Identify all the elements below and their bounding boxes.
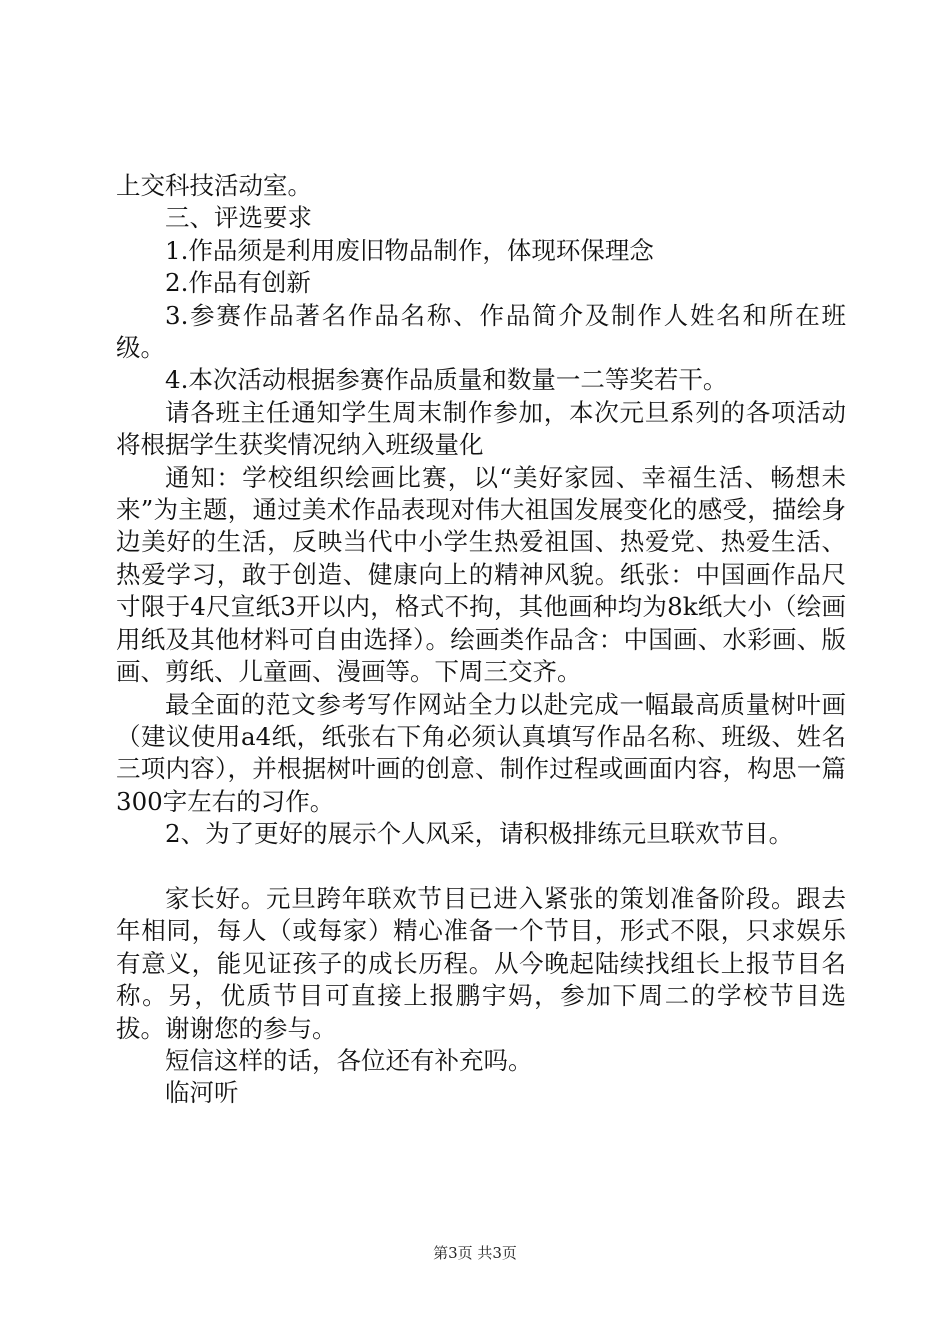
requirement-item-2: 2.作品有创新 [165, 268, 311, 298]
requirement-item-4: 4.本次活动根据参赛作品质量和数量一二等奖若干。 [165, 365, 728, 395]
paragraph-performance: 2、为了更好的展示个人风采，请积极排练元旦联欢节目。 [165, 819, 794, 849]
paragraph-signature: 临河听 [165, 1078, 239, 1108]
paragraph-painting-notice: 通知：学校组织绘画比赛，以“美好家园、幸福生活、畅想未来”为主题，通过美术作品表现对伟大祖国发展变化的感受，描绘身边美好的生活，反映当代中小学生热爱祖国、热爱党、热爱生活、热爱学习，敢于创造、健康向上的精神风貌。纸张：中国画作品尺寸限于4尺宣纸3开以内，格式不拘，其他画种均为8k纸大小（绘画用纸及其他材料可自由选择）。绘画类作品含：中国画、水彩画、版画、剪纸、儿童画、漫画等。下周三交齐。 [116, 462, 846, 687]
document-body [116, 170, 846, 1110]
page-number: 第3页 共3页 [433, 1244, 517, 1262]
requirement-item-1: 1.作品须是利用废旧物品制作，体现环保理念 [165, 235, 654, 265]
section-heading-evaluation: 三、评选要求 [165, 203, 312, 233]
paragraph-parents-message: 家长好。元旦跨年联欢节目已进入紧张的策划准备阶段。跟去年相同，每人（或每家）精心准备一个节目，形式不限，只求娱乐有意义，能见证孩子的成长历程。从今晚起陆续找组长上报节目名称。另，优质节目可直接上报鹏宇妈，参加下周二的学校节目选拔。谢谢您的参与。 [116, 883, 846, 1043]
paragraph-continuation: 上交科技活动室。 [116, 171, 312, 200]
requirement-item-3: 3.参赛作品著名作品名称、作品简介及制作人姓名和所在班级。 [116, 300, 846, 363]
paragraph-teacher-notice: 请各班主任通知学生周末制作参加，本次元旦系列的各项活动将根据学生获奖情况纳入班级量化 [116, 397, 846, 460]
paragraph-sms-question: 短信这样的话，各位还有补充吗。 [165, 1045, 533, 1075]
blank-line [116, 851, 846, 883]
paragraph-leaf-painting: 最全面的范文参考写作网站全力以赴完成一幅最高质量树叶画（建议使用a4纸，纸张右下角必须认真填写作品名称、班级、姓名三项内容），并根据树叶画的创意、制作过程或画面内容，构思一篇300字左右的习作。 [116, 689, 846, 816]
